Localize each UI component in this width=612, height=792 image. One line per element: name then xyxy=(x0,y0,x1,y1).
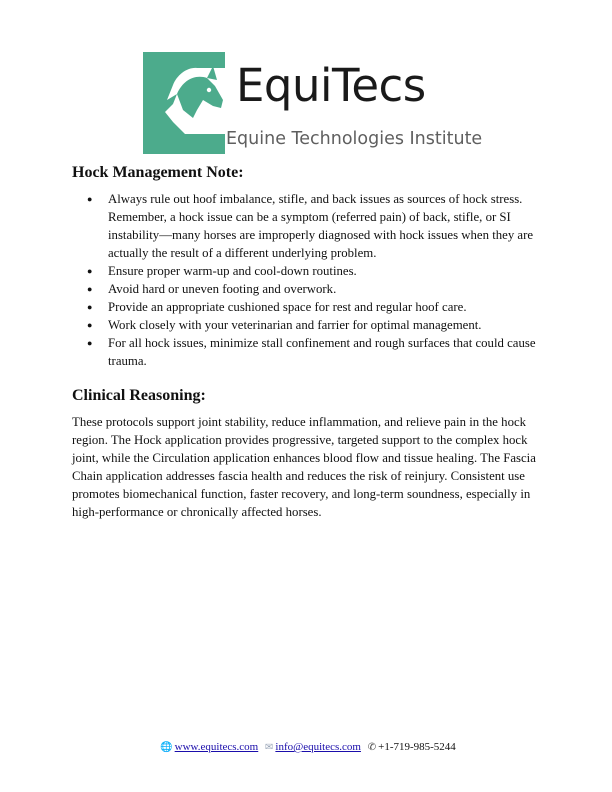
email-link[interactable]: info@equitecs.com xyxy=(275,741,361,753)
horse-head-e-icon xyxy=(143,52,225,154)
mail-icon: ✉ xyxy=(265,742,274,753)
list-item: ● Avoid hard or uneven footing and overwork. xyxy=(72,280,544,298)
logo-tagline: Equine Technologies Institute xyxy=(226,129,483,149)
website-link[interactable]: www.equitecs.com xyxy=(174,741,259,753)
phone-number: +1-719-985-5244 xyxy=(378,741,456,753)
logo-wordmark: EquiTecs xyxy=(236,59,426,112)
globe-icon: 🌐 xyxy=(160,742,173,753)
list-item: ● For all hock issues, minimize stall confinement and rough surfaces that could cause trauma. xyxy=(72,334,544,370)
clinical-reasoning-paragraph: These protocols support joint stability, reduce inflammation, and relieve pain in the hock region. The Hock application provides progressive, targeted support to the complex hock joint, while the Circulation application enhances blood flow and tissue healing. The Fascia Chain application addresses fascia health and reduces the risk of reinjury. Consistent use promotes biomechanical function, faster recovery, and long-term soundness, especially in high-performance or chronically affected horses. xyxy=(72,415,536,519)
list-item: ● Ensure proper warm-up and cool-down routines. xyxy=(72,262,544,280)
phone-icon: ✆ xyxy=(367,742,377,753)
list-item: ● Work closely with your veterinarian and farrier for optimal management. xyxy=(72,316,544,334)
hock-management-list xyxy=(72,190,544,370)
equitecs-logo xyxy=(143,52,483,156)
contact-footer xyxy=(0,739,612,756)
list-item: ● Always rule out hoof imbalance, stifle, and back issues as sources of hock stress. Remember, a hock issue can be a symptom (referred pain) of back, stifle, or SI instability—many horses are improperly diagnosed with hock issues when they are actually the result of a different underlying problem. xyxy=(72,190,544,262)
clinical-reasoning-heading: Clinical Reasoning: xyxy=(72,387,206,404)
list-item: ● Provide an appropriate cushioned space for rest and regular hoof care. xyxy=(72,298,544,316)
hock-management-heading: Hock Management Note: xyxy=(72,164,244,181)
